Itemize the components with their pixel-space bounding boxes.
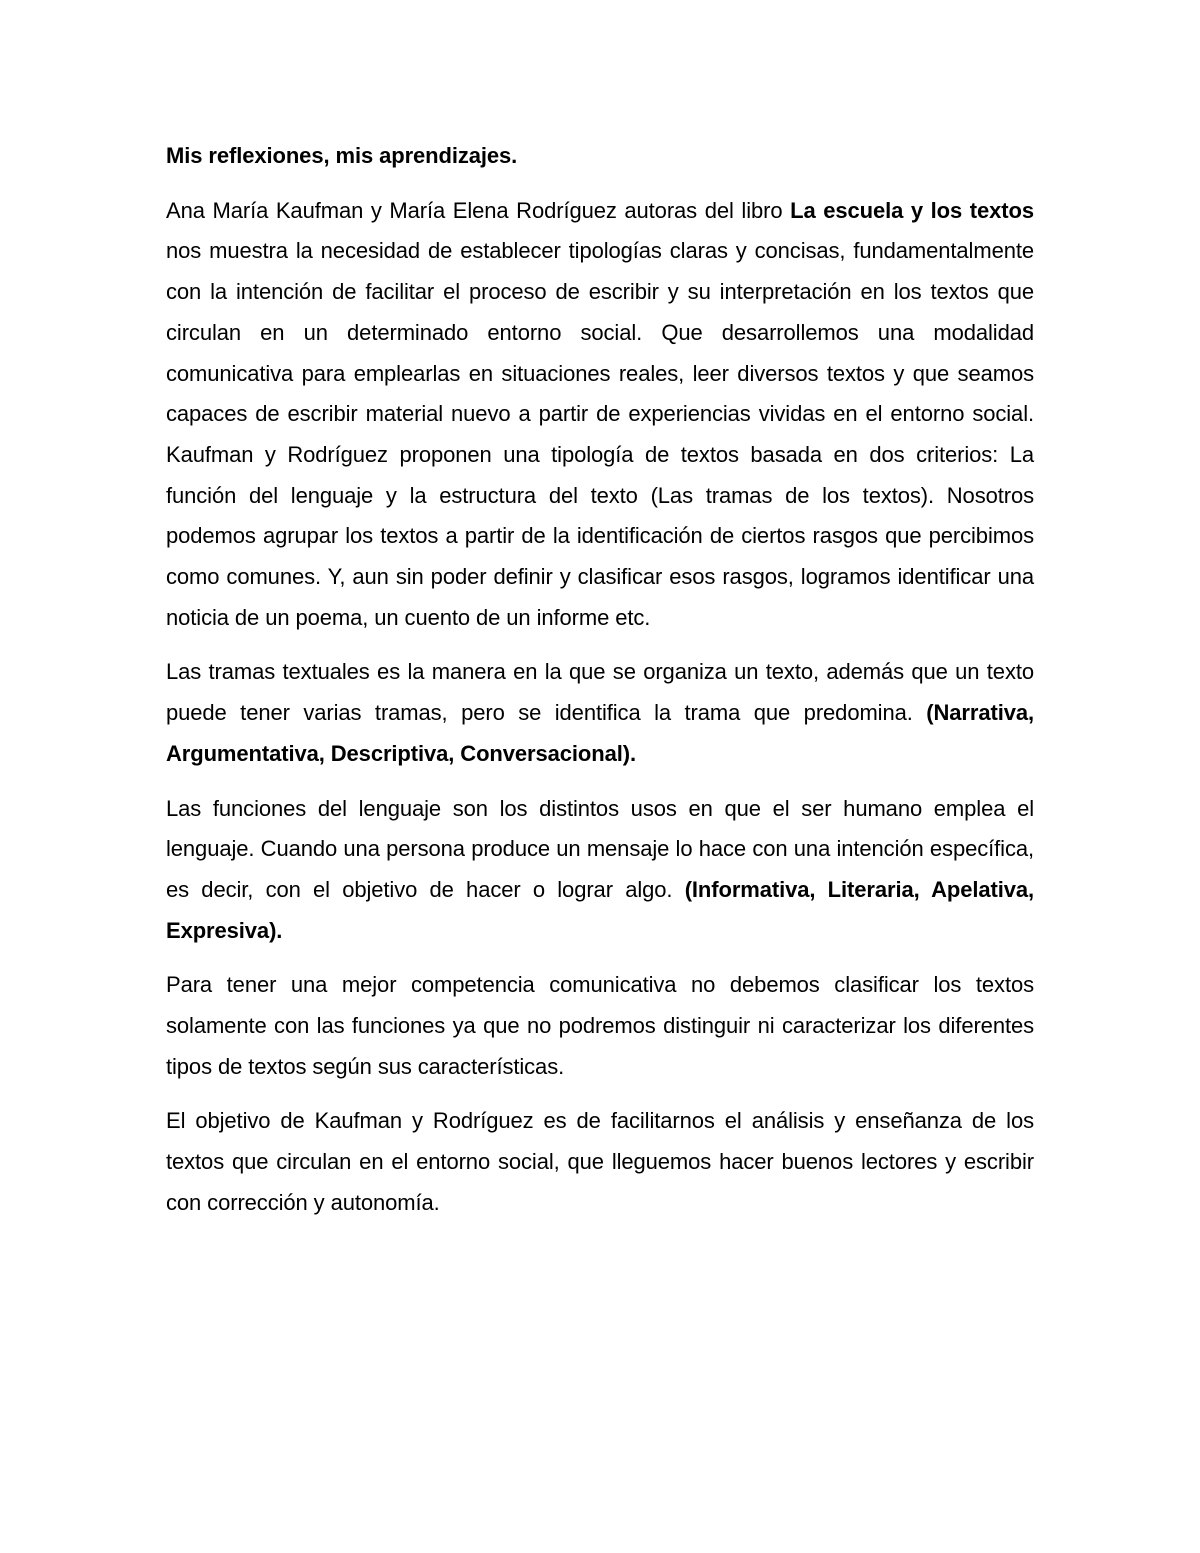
text-plots-list: (Narrativa, Argumentativa, Descriptiva, Conversacional).: [166, 700, 1034, 766]
paragraph-3-text: Las funciones del lenguaje son los distintos usos en que el ser humano emplea el lenguaje. Cuando una persona produce un mensaje lo hace con una intención específica, es decir, con el objetivo de hacer o lograr algo.: [166, 795, 1034, 902]
paragraph-5: El objetivo de Kaufman y Rodríguez es de facilitarnos el análisis y enseñanza de los textos que circulan en el entorno social, que lleguemos hacer buenos lectores y escribir con corrección y autonomía.: [166, 1108, 1034, 1215]
paragraph-1: [166, 191, 1034, 639]
language-functions-list: (Informativa, Literaria, Apelativa, Expresiva).: [166, 876, 1035, 943]
book-title: La escuela y los textos: [790, 197, 1034, 223]
paragraph-1-text-c: nos muestra la necesidad de establecer tipologías claras y concisas, fundamentalmente con la intención de facilitar el proceso de escribir y su interpretación en los textos que circulan en un determinado entorno social. Que desarrollemos una modalidad comunicativa para emplearlas en situaciones reales, leer diversos textos y que seamos capaces de escribir material nuevo a partir de experiencias vividas en el entorno social. Kaufman y Rodríguez proponen una tipología de textos basada en dos criterios: La función del lenguaje y la estructura del texto (Las tramas de los textos). Nosotros podemos agrupar los textos a partir de la identificación de ciertos rasgos que percibimos como comunes. Y, aun sin poder definir y clasificar esos rasgos, logramos identificar una noticia de un poema, un cuento de un informe etc.: [166, 238, 1034, 630]
paragraph-2-text: Las tramas textuales es la manera en la que se organiza un texto, además que un texto puede tener varias tramas, pero se identifica la trama que predomina.: [166, 659, 1034, 726]
paragraph-4: Para tener una mejor competencia comunicativa no debemos clasificar los textos solamente con las funciones ya que no podremos distinguir ni caracterizar los diferentes tipos de textos según sus características.: [166, 972, 1034, 1079]
paragraph-2: [166, 652, 1034, 774]
document-body: [166, 136, 1034, 1238]
paragraph-1-text-a: Ana María Kaufman y María Elena Rodríguez autoras del libro: [166, 197, 791, 223]
paragraph-3: [166, 789, 1034, 952]
document-title: Mis reflexiones, mis aprendizajes.: [166, 143, 518, 168]
